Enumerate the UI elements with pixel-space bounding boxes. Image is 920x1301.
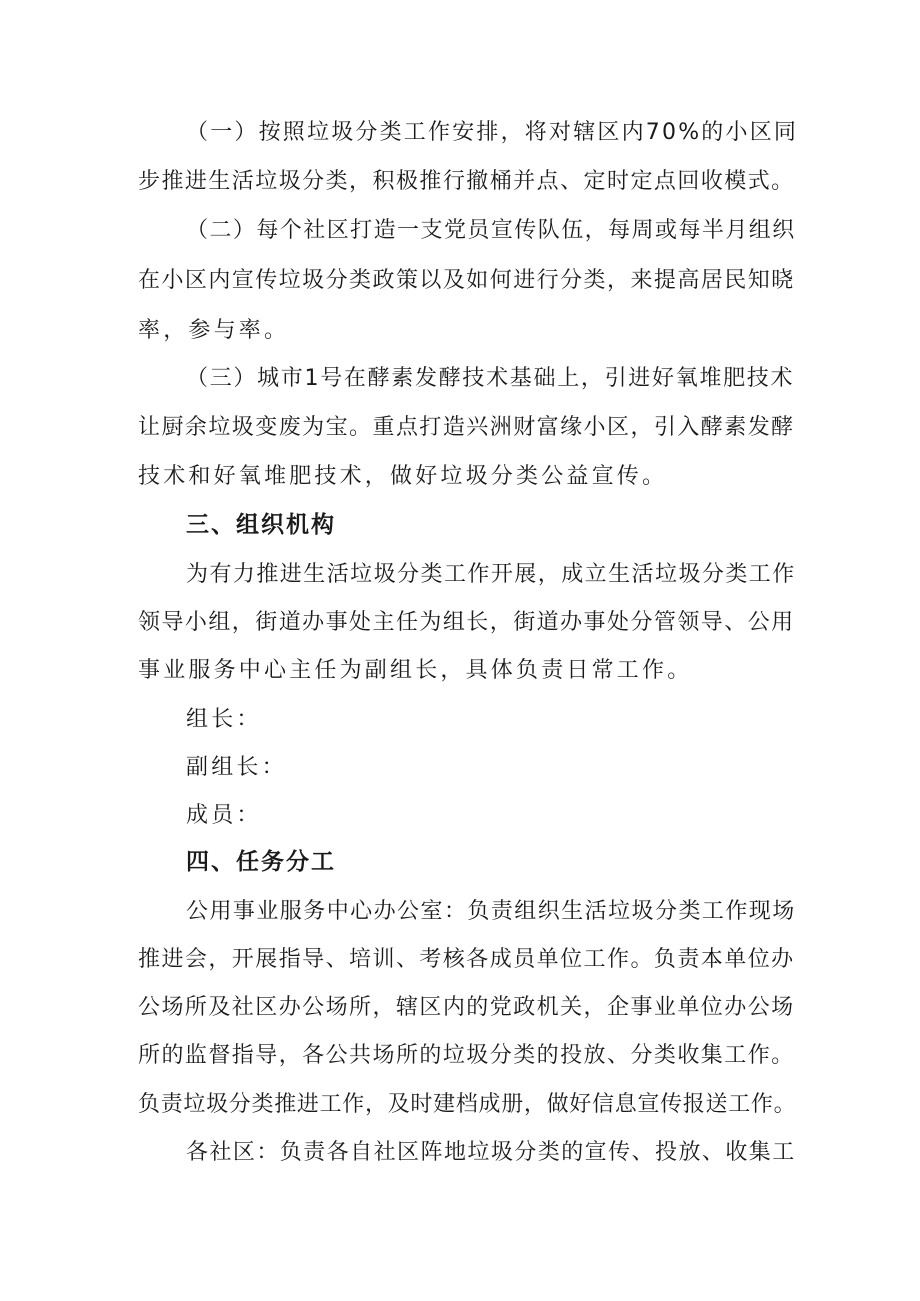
paragraph-item-3-line-3: 技术和好氧堆肥技术，做好垃圾分类公益宣传。 <box>138 464 668 489</box>
section-4-office-line-4: 所的监督指导，各公共场所的垃圾分类的投放、分类收集工作。 <box>138 1043 795 1068</box>
members-label: 成员： <box>186 803 262 828</box>
paragraph-item-2-line-3: 率，参与率。 <box>138 318 290 343</box>
section-3-line-3: 事业服务中心主任为副组长，具体负责日常工作。 <box>138 658 693 683</box>
section-4-office-line-5: 负责垃圾分类推进工作，及时建档成册，做好信息宣传报送工作。 <box>138 1092 797 1117</box>
section-3-line-1: 为有力推进生活垃圾分类工作开展，成立生活垃圾分类工作 <box>186 562 796 587</box>
paragraph-item-3-line-1: （三）城市1号在酵素发酵技术基础上，引进好氧堆肥技术 <box>186 366 795 391</box>
paragraph-item-2-line-1: （二）每个社区打造一支党员宣传队伍，每周或每半月组织 <box>186 218 796 243</box>
paragraph-item-3-line-2: 让厨余垃圾变废为宝。重点打造兴洲财富缘小区，引入酵素发酵 <box>138 415 795 440</box>
paragraph-item-1-line-2: 步推进生活垃圾分类，积极推行撤桶并点、定时定点回收模式。 <box>138 169 795 194</box>
deputy-leader-label: 副组长： <box>186 755 287 780</box>
section-4-office-line-1: 公用事业服务中心办公室：负责组织生活垃圾分类工作现场 <box>186 899 796 924</box>
section-3-line-2: 领导小组，街道办事处主任为组长，街道办事处分管领导、公用 <box>138 610 795 635</box>
section-4-heading: 四、任务分工 <box>186 849 336 875</box>
section-4-community-line: 各社区：负责各自社区阵地垃圾分类的宣传、投放、收集工 <box>186 1140 796 1165</box>
paragraph-item-2-line-2: 在小区内宣传垃圾分类政策以及如何进行分类，来提高居民知晓 <box>138 268 795 293</box>
paragraph-item-1-line-1: （一）按照垃圾分类工作安排，将对辖区内70%的小区同 <box>186 120 799 145</box>
section-4-office-line-2: 推进会，开展指导、培训、考核各成员单位工作。负责本单位办 <box>138 947 795 972</box>
group-leader-label: 组长： <box>186 707 262 732</box>
section-4-office-line-3: 公场所及社区办公场所，辖区内的党政机关，企事业单位办公场 <box>138 995 795 1020</box>
section-3-heading: 三、组织机构 <box>186 512 336 538</box>
